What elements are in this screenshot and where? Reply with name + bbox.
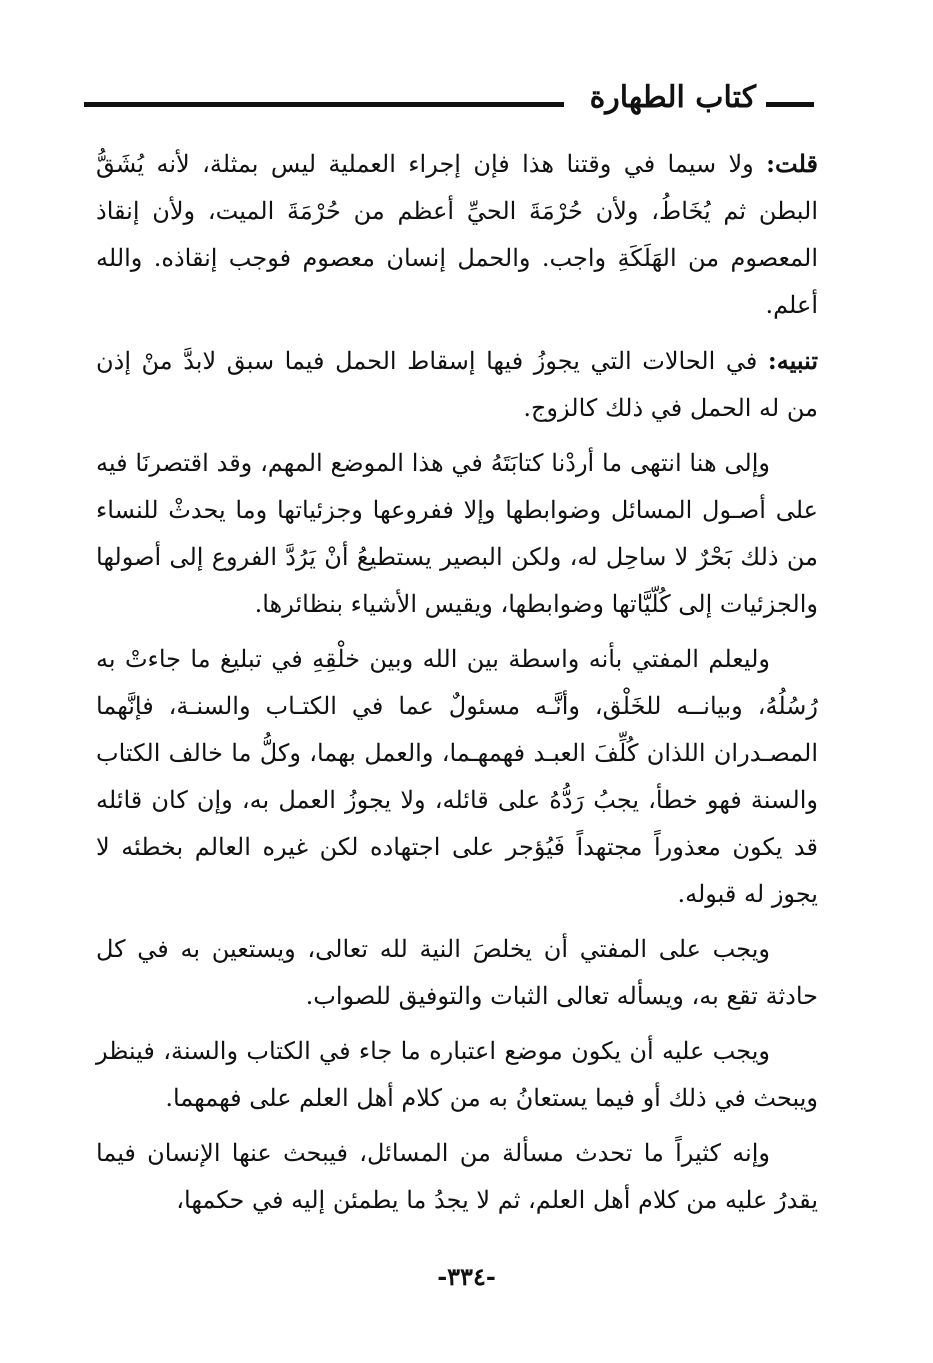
paragraph-lead: تنبيه: <box>767 346 818 375</box>
paragraph-text: ولا سيما في وقتنا هذا فإن إجراء العملية ليس بمثلة، لأنه يُشَقُّ البطن ثم يُخَاطُ، ولأن حُرْمَةَ الحيِّ أعظم من حُرْمَةَ الميت، ولأن إنقاذ المعصوم من الهَلَكَةِ واجب. والحمل إنسان معصوم فوجب إنقاذه. والله أعلم. <box>96 150 818 319</box>
paragraph <box>96 926 818 1020</box>
paragraph <box>96 440 818 628</box>
paragraph-text: ويجب عليه أن يكون موضع اعتباره ما جاء في الكتاب والسنة، فينظر ويبحث في ذلك أو فيما يستعانُ به من كلام أهل العلم على فهمهما. <box>96 1037 818 1112</box>
paragraph <box>96 636 818 918</box>
paragraph-text: وإنه كثيراً ما تحدث مسألة من المسائل، فيبحث عنها الإنسان فيما يقدرُ عليه من كلام أهل العلم، ثم لا يجدُ ما يطمئن إليه في حكمها، <box>96 1139 818 1214</box>
paragraph-text: وإلى هنا انتهى ما أردْنا كتابَتَهُ في هذا الموضع المهم، وقد اقتصرنَا فيه على أصـول المسائل وضوابطها وإلا ففروعها وجزئياتها وما يحدثْ للنساء من ذلك بَحْرٌ لا ساحِل له، ولكن البصير يستطيعُ أنْ يَرُدَّ الفروع إلى أصولها والجزئيات إلى كُلّيَّاتها وضوابطها، ويقيس الأشياء بنظائرها. <box>96 449 818 618</box>
paragraph-lead: قلت: <box>766 149 818 178</box>
page-number: -٣٣٤- <box>437 1262 496 1291</box>
paragraph <box>96 1130 818 1224</box>
paragraph-text: في الحالات التي يجوزُ فيها إسقاط الحمل فيما سبق لابدَّ منْ إذن من له الحمل في ذلك كالزوج. <box>96 347 818 422</box>
page-header <box>84 78 814 122</box>
chapter-title: كتاب الطهارة <box>589 80 756 115</box>
header-long-rule <box>84 102 564 107</box>
body-text <box>96 140 818 1232</box>
paragraph-text: وليعلم المفتي بأنه واسطة بين الله وبين خلْقِهِ في تبليغ ما جاءتْ به رُسُلُهُ، وبيانــه للخَلْق، وأنَّـه مسئولٌ عما في الكتـاب والسنـة، فإنَّهما المصـدران اللذان كُلِّفَ العبـد فهمهـما، والعمل بهما، وكلُّ ما خالف الكتاب والسنة فهو خطأ، يجبُ رَدُّهُ على قائله، ولا يجوزُ العمل به، وإن كان قائله قد يكون معذوراً مجتهداً فَيُؤجر على اجتهاده لكن غيره العالم بخطئه لا يجوز له قبوله. <box>96 645 818 908</box>
paragraph-text: ويجب على المفتي أن يخلصَ النية لله تعالى، ويستعين به في كل حادثة تقع به، ويسأله تعالى الثبات والتوفيق للصواب. <box>96 935 818 1010</box>
paragraph <box>96 140 818 329</box>
header-short-rule <box>766 102 814 107</box>
paragraph <box>96 337 818 432</box>
paragraph <box>96 1028 818 1122</box>
